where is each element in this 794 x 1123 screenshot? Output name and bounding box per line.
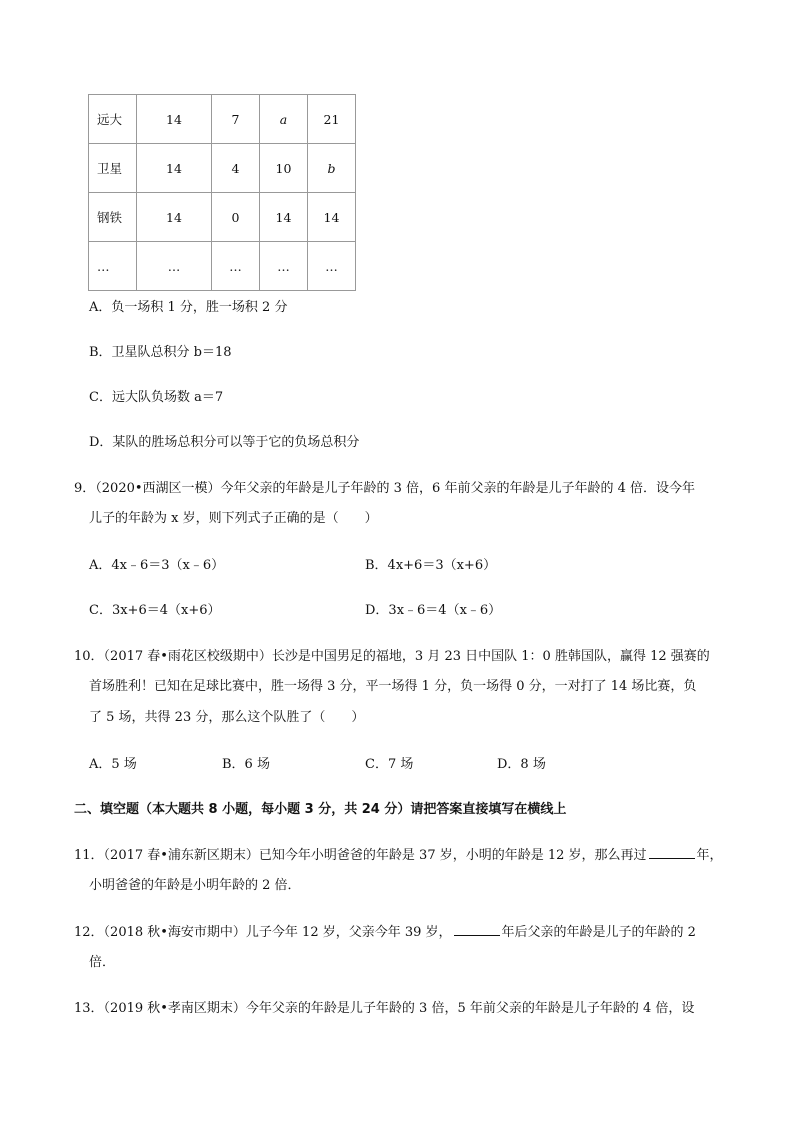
table-cell: 14 [137,95,212,144]
q9-stem-line2: 儿子的年龄为 x 岁，则下列式子正确的是（ ） [89,511,378,526]
table-cell: … [260,242,308,291]
q11-stem-line2: 小明爸爸的年龄是小明年龄的 2 倍． [89,878,301,893]
answer-blank[interactable] [454,923,500,936]
table-cell: … [308,242,356,291]
table-row [89,144,356,193]
table-cell: 14 [137,144,212,193]
q9-option-b: B．4x+6＝3（x+6） [365,558,497,573]
table-cell: 4 [212,144,260,193]
q11-text-end: 年， [696,848,723,863]
standings-table [88,94,356,291]
q13-stem-line1: 13．（2019 秋•孝南区期末）今年父亲的年龄是儿子年龄的 3 倍，5 年前父亲的年龄是儿子年龄的 4 倍，设 [74,1001,695,1016]
q8-option-a: A．负一场积 1 分，胜一场积 2 分 [89,300,288,315]
answer-blank[interactable] [649,846,695,859]
table-cell: 卫星 [89,144,137,193]
table-cell: 10 [260,144,308,193]
q12-text: 12．（2018 秋•海安市期中）儿子今年 12 岁，父亲今年 39 岁， [74,925,452,940]
q12-stem-line2: 倍． [89,955,116,970]
table-cell: 钢铁 [89,193,137,242]
q10-option-b: B．6 场 [222,757,270,772]
q11-stem-line1 [74,846,723,865]
table-cell: … [89,242,137,291]
table-cell: 21 [308,95,356,144]
q10-stem-line3: 了 5 场，共得 23 分，那么这个队胜了（ ） [89,710,365,725]
table-cell: 远大 [89,95,137,144]
q12-stem-line1 [74,923,696,942]
section-heading: 二、填空题（本大题共 8 小题，每小题 3 分，共 24 分）请把答案直接填写在横线上 [74,802,567,817]
q9-stem-line1: 9．（2020•西湖区一模）今年父亲的年龄是儿子年龄的 3 倍，6 年前父亲的年龄是儿子年龄的 4 倍．设今年 [74,481,695,496]
table-row [89,193,356,242]
table-row [89,242,356,291]
q10-option-c: C．7 场 [365,757,414,772]
q9-option-d: D．3x﹣6＝4（x﹣6） [365,603,502,618]
table-cell: 7 [212,95,260,144]
q12-text-end: 年后父亲的年龄是儿子的年龄的 2 [501,925,696,940]
table-cell: … [137,242,212,291]
q10-option-d: D．8 场 [497,757,546,772]
q8-option-c: C．远大队负场数 a＝7 [89,390,224,405]
q8-option-d: D．某队的胜场总积分可以等于它的负场总积分 [89,435,360,450]
table-cell: 14 [137,193,212,242]
q10-option-a: A．5 场 [89,757,137,772]
q9-option-c: C．3x+6＝4（x+6） [89,603,221,618]
table-cell: … [212,242,260,291]
q8-option-b: B．卫星队总积分 b＝18 [89,345,232,360]
table-cell: 0 [212,193,260,242]
q10-stem-line2: 首场胜利！已知在足球比赛中，胜一场得 3 分，平一场得 1 分，负一场得 0 分，一对打了 14 场比赛，负 [89,679,697,694]
q10-stem-line1: 10．（2017 春•雨花区校级期中）长沙是中国男足的福地，3 月 23 日中国队 1：0 胜韩国队，赢得 12 强赛的 [74,649,710,664]
q9-option-a: A．4x﹣6＝3（x﹣6） [89,558,225,573]
table-cell: a [260,95,308,144]
table-cell: b [308,144,356,193]
table-row [89,95,356,144]
table-cell: 14 [308,193,356,242]
table-cell: 14 [260,193,308,242]
q11-text: 11．（2017 春•浦东新区期末）已知今年小明爸爸的年龄是 37 岁，小明的年龄是 12 岁，那么再过 [74,848,647,863]
